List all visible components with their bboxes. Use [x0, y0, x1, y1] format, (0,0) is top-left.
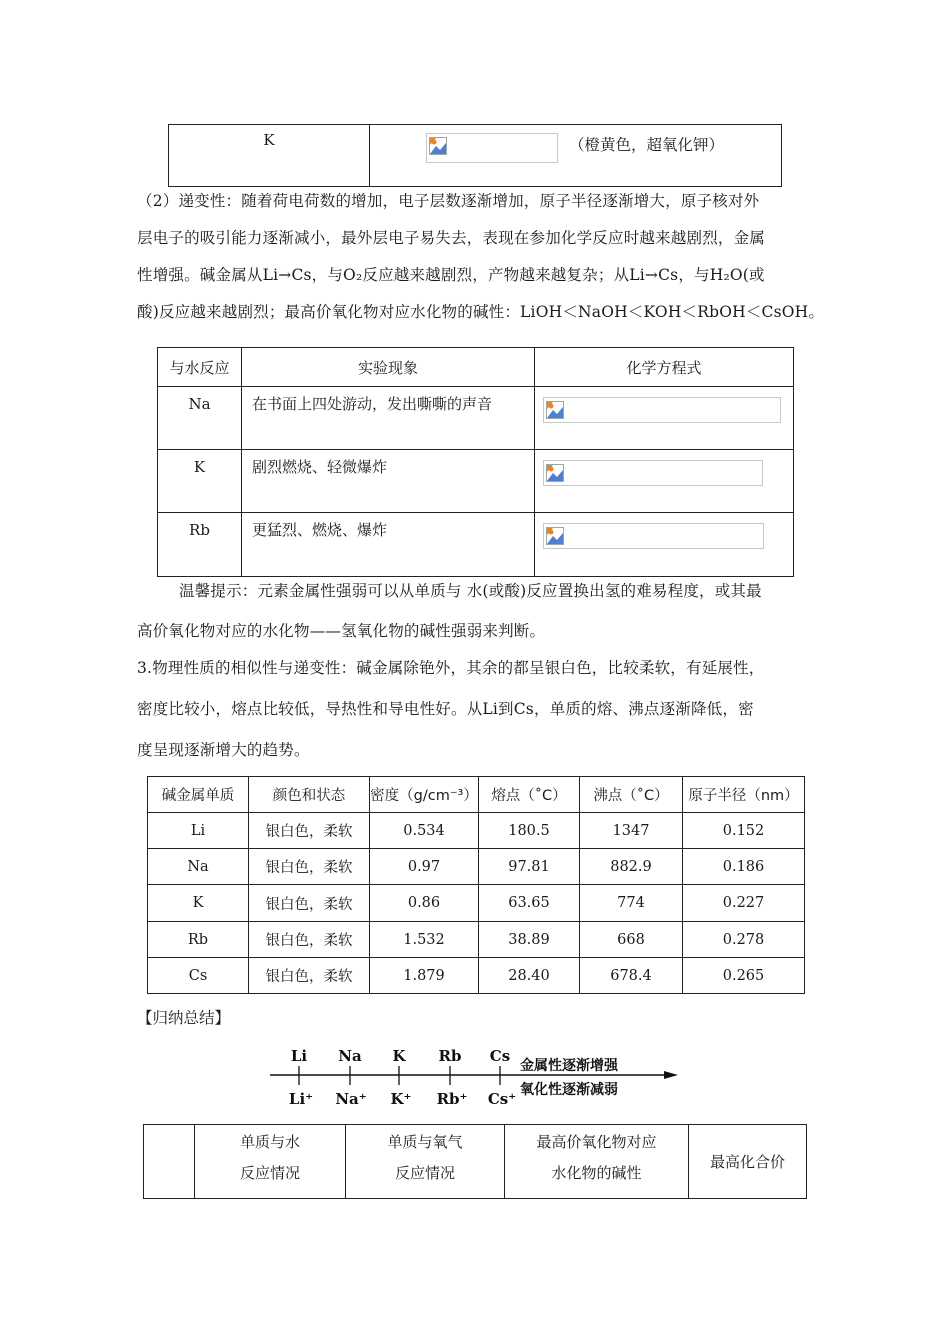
summary-title: 【归纳总结】 — [137, 1009, 231, 1027]
element-cell — [169, 125, 370, 187]
cell-density: 0.97 — [370, 849, 479, 885]
gradation-line-4: 酸)反应越来越剧烈；最高价氧化物对应水化物的碱性：LiOH＜NaOH＜KOH＜RbOH＜CsOH。 — [137, 303, 825, 321]
tip-line-1: 温馨提示：元素金属性强弱可以从单质与 水(或酸)反应置换出氢的难易程度，或其最 — [179, 582, 762, 600]
phenomenon-cell: 剧烈燃烧、轻微爆炸 — [242, 450, 535, 513]
equation-image-placeholder — [543, 460, 763, 486]
cell-density: 1.532 — [370, 922, 479, 958]
trend-element-cs: Cs — [489, 1047, 511, 1065]
gradation-line-2: 层电子的吸引能力逐渐减小，最外层电子易失去，表现在参加化学反应时越来越剧烈，金属 — [137, 229, 766, 247]
header-density: 密度（g/cm⁻³） — [370, 777, 479, 813]
broken-image-icon — [546, 464, 564, 482]
equation-image-placeholder — [426, 133, 558, 163]
equation-cell — [370, 125, 782, 187]
table-header-row — [148, 777, 805, 813]
trend-ion-rb: Rb⁺ — [436, 1090, 468, 1108]
cell-melting-point: 180.5 — [479, 813, 580, 849]
cell-melting-point: 38.89 — [479, 922, 580, 958]
cell-density: 0.534 — [370, 813, 479, 849]
trend-ion-k: K⁺ — [390, 1090, 412, 1108]
element-cell: Na — [158, 387, 242, 450]
table-row — [148, 813, 805, 849]
cell-element: Cs — [148, 958, 249, 994]
trend-diagram — [268, 1042, 688, 1112]
cell-boiling-point: 668 — [580, 922, 683, 958]
header-hydroxide-basicity — [505, 1125, 689, 1199]
header-water: 与水反应 — [158, 348, 242, 387]
header-melting-point: 熔点（˚C） — [479, 777, 580, 813]
header-water-reaction — [195, 1125, 346, 1199]
header-highest-valence: 最高化合价 — [689, 1125, 807, 1199]
cell-element: K — [148, 885, 249, 922]
phenomenon-cell: 在书面上四处游动，发出嘶嘶的声音 — [242, 387, 535, 450]
cell-appearance: 银白色，柔软 — [249, 885, 370, 922]
tip-line-2: 高价氧化物对应的水化物——氢氧化物的碱性强弱来判断。 — [137, 622, 546, 640]
cell-atomic-radius: 0.278 — [683, 922, 805, 958]
table-row — [148, 958, 805, 994]
table-header-row — [144, 1125, 807, 1199]
k-note: （橙黄色，超氧化钾） — [568, 136, 724, 154]
cell-boiling-point: 882.9 — [580, 849, 683, 885]
cell-appearance: 银白色，柔软 — [249, 922, 370, 958]
trend-ion-cs: Cs⁺ — [487, 1090, 517, 1108]
cell-boiling-point: 774 — [580, 885, 683, 922]
cell-appearance: 银白色，柔软 — [249, 813, 370, 849]
physical-line-3: 度呈现逐渐增大的趋势。 — [137, 741, 310, 759]
phenomenon-cell: 更猛烈、燃烧、爆炸 — [242, 513, 535, 577]
cell-appearance: 银白色，柔软 — [249, 958, 370, 994]
cell-atomic-radius: 0.186 — [683, 849, 805, 885]
table-row — [148, 922, 805, 958]
trend-element-k: K — [392, 1047, 406, 1065]
element-k: K — [263, 131, 275, 149]
trend-ion-li: Li⁺ — [288, 1090, 314, 1108]
cell-melting-point: 97.81 — [479, 849, 580, 885]
tip-paragraph — [137, 571, 827, 651]
cell-atomic-radius: 0.265 — [683, 958, 805, 994]
table-row — [158, 387, 794, 450]
header-element: 碱金属单质 — [148, 777, 249, 813]
equation-image-placeholder — [543, 523, 764, 549]
physical-line-2: 密度比较小，熔点比较低，导热性和导电性好。从Li到Cs，单质的熔、沸点逐渐降低，密 — [137, 700, 754, 718]
cell-element: Na — [148, 849, 249, 885]
physical-properties-paragraph — [137, 648, 827, 771]
equation-cell — [535, 513, 794, 577]
header-water-line-1: 单质与水 — [239, 1133, 300, 1151]
header-boiling-point: 沸点（˚C） — [580, 777, 683, 813]
broken-image-icon — [546, 401, 564, 419]
trend-element-rb: Rb — [438, 1047, 462, 1065]
cell-melting-point: 28.40 — [479, 958, 580, 994]
header-atomic-radius: 原子半径（nm） — [683, 777, 805, 813]
oxygen-reaction-table — [168, 124, 782, 187]
cell-atomic-radius: 0.227 — [683, 885, 805, 922]
table-row — [148, 885, 805, 922]
header-equation: 化学方程式 — [535, 348, 794, 387]
header-phenomenon: 实验现象 — [242, 348, 535, 387]
cell-melting-point: 63.65 — [479, 885, 580, 922]
header-basicity-line-2: 水化物的碱性 — [551, 1164, 642, 1182]
element-cell: Rb — [158, 513, 242, 577]
table-row — [158, 513, 794, 577]
element-cell: K — [158, 450, 242, 513]
summary-table — [143, 1124, 807, 1199]
physical-line-1: 3.物理性质的相似性与递变性：碱金属除铯外，其余的都呈银白色，比较柔软，有延展性， — [137, 659, 765, 677]
cell-element: Li — [148, 813, 249, 849]
trend-element-li: Li — [290, 1047, 308, 1065]
gradation-paragraph — [137, 183, 827, 331]
header-oxygen-reaction — [346, 1125, 505, 1199]
gradation-line-1: （2）递变性：随着荷电荷数的增加，电子层数逐渐增加，原子半径逐渐增大，原子核对外 — [137, 192, 760, 210]
equation-image-placeholder — [543, 397, 781, 423]
water-reaction-table — [157, 347, 794, 577]
trend-arrow-head — [664, 1071, 678, 1079]
trend-label-oxidizing: 氧化性逐渐减弱 — [520, 1082, 618, 1098]
cell-atomic-radius: 0.152 — [683, 813, 805, 849]
table-row — [158, 450, 794, 513]
header-oxygen-line-2: 反应情况 — [394, 1164, 455, 1182]
cell-appearance: 银白色，柔软 — [249, 849, 370, 885]
broken-image-icon — [546, 527, 564, 545]
equation-cell — [535, 387, 794, 450]
cell-boiling-point: 1347 — [580, 813, 683, 849]
header-oxygen-line-1: 单质与氧气 — [387, 1133, 463, 1151]
gradation-line-3: 性增强。碱金属从Li→Cs，与O₂反应越来越剧烈，产物越来越复杂；从Li→Cs，与H₂O(或 — [137, 266, 765, 284]
cell-density: 0.86 — [370, 885, 479, 922]
trend-ion-na: Na⁺ — [335, 1090, 367, 1108]
header-water-line-2: 反应情况 — [239, 1164, 300, 1182]
trend-label-metallic: 金属性逐渐增强 — [520, 1058, 618, 1074]
table-row — [148, 849, 805, 885]
cell-element: Rb — [148, 922, 249, 958]
empty-corner-cell — [144, 1125, 195, 1199]
header-appearance: 颜色和状态 — [249, 777, 370, 813]
broken-image-icon — [429, 137, 447, 155]
table-header-row — [158, 348, 794, 387]
cell-boiling-point: 678.4 — [580, 958, 683, 994]
trend-element-na: Na — [338, 1047, 362, 1065]
equation-cell — [535, 450, 794, 513]
cell-density: 1.879 — [370, 958, 479, 994]
alkali-properties-table — [147, 776, 805, 994]
header-basicity-line-1: 最高价氧化物对应 — [536, 1133, 657, 1151]
